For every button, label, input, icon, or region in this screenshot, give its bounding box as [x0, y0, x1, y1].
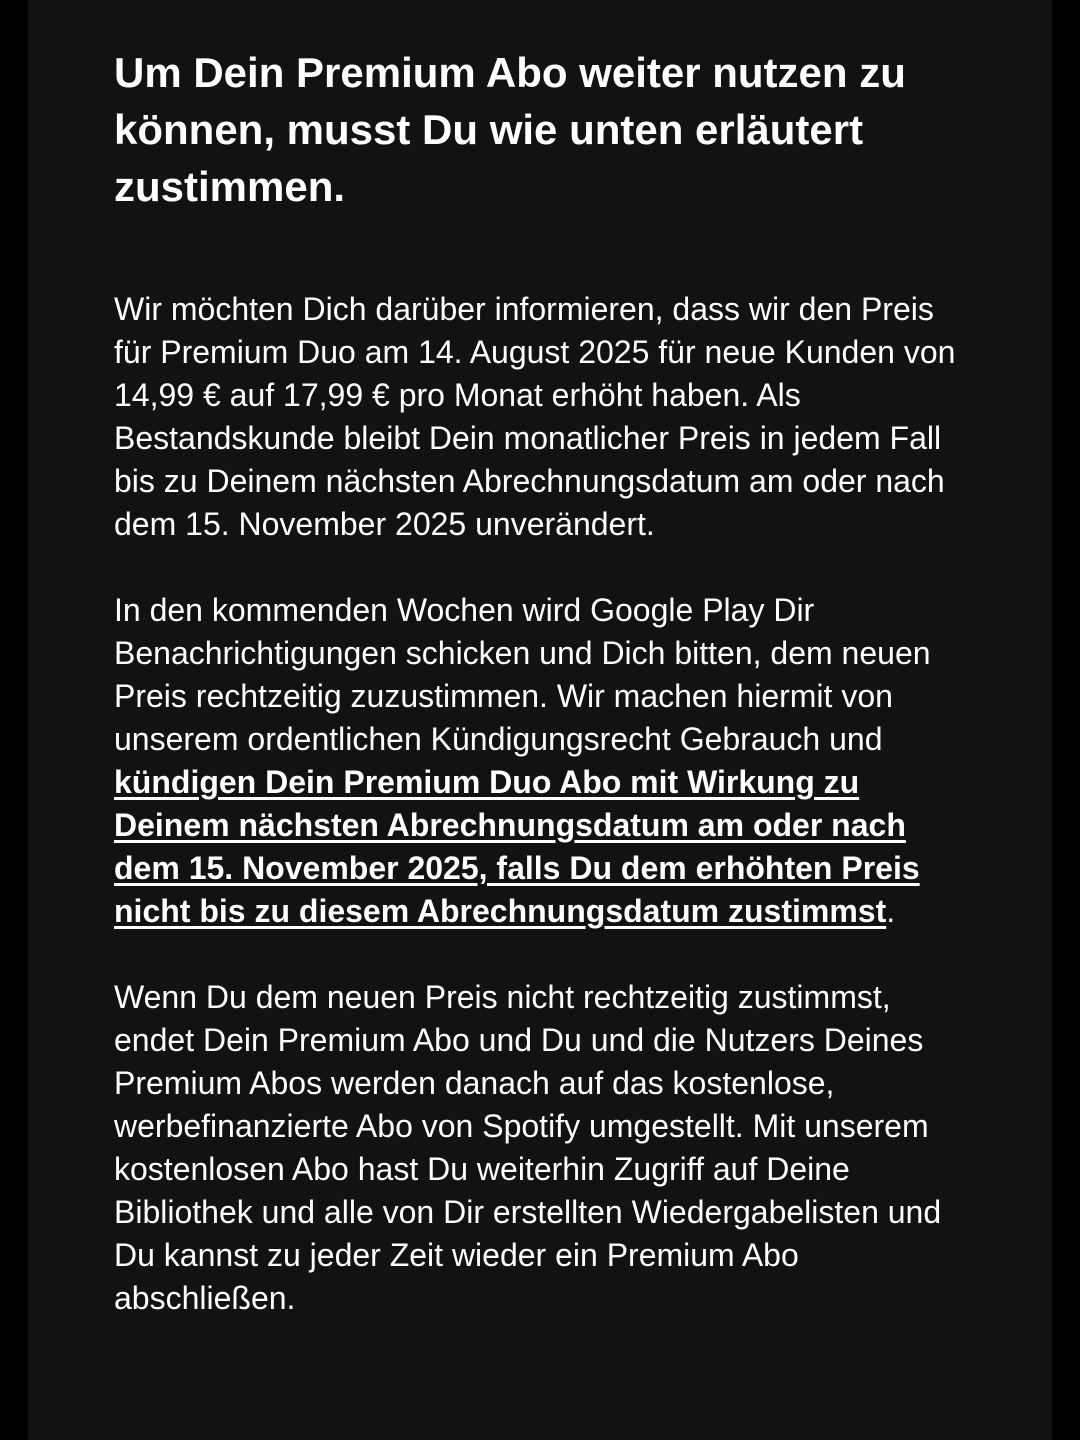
notice-content: [114, 44, 974, 1363]
price-change-paragraph: Wir möchten Dich darüber informieren, dass wir den Preis für Premium Duo am 14. August 2025 für neue Kunden von 14,99 € auf 17,99 € pro Monat erhöht haben. Als Bestandskunde bleibt Dein monatlicher Preis in jedem Fall bis zu Deinem nächsten Abrechnungsdatum am oder nach dem 15. November 2025 unverändert.: [114, 291, 956, 542]
cancellation-text: In den kommenden Wochen wird Google Play Dir Benachrichtigungen schicken und Dich bitten, dem neuen Preis rechtzeitig zuzustimmen. Wir machen hiermit von unserem ordentlichen Kündigungsrecht Gebrauch und: [114, 592, 931, 757]
cancellation-terms-link[interactable]: kündigen Dein Premium Duo Abo mit Wirkung zu Deinem nächsten Abrechnungsdatum am oder nach dem 15. November 2025, falls Du dem erhöhten Preis nicht bis zu diesem Abrechnungsdatum zustimmst: [114, 764, 920, 929]
cancellation-paragraph: [114, 589, 974, 933]
notice-heading: Um Dein Premium Abo weiter nutzen zu können, musst Du wie unten erläutert zustimmen.: [114, 49, 906, 210]
free-plan-paragraph: Wenn Du dem neuen Preis nicht rechtzeitig zustimmst, endet Dein Premium Abo und Du und die Nutzers Deines Premium Abos werden danach auf das kostenlose, werbefinanzierte Abo von Spotify umgestellt. Mit unserem kostenlosen Abo hast Du weiterhin Zugriff auf Deine Bibliothek und alle von Dir erstellten Wiedergabelisten und Du kannst zu jeder Zeit wieder ein Premium Abo abschließen.: [114, 979, 942, 1316]
cancellation-period: .: [886, 893, 896, 929]
